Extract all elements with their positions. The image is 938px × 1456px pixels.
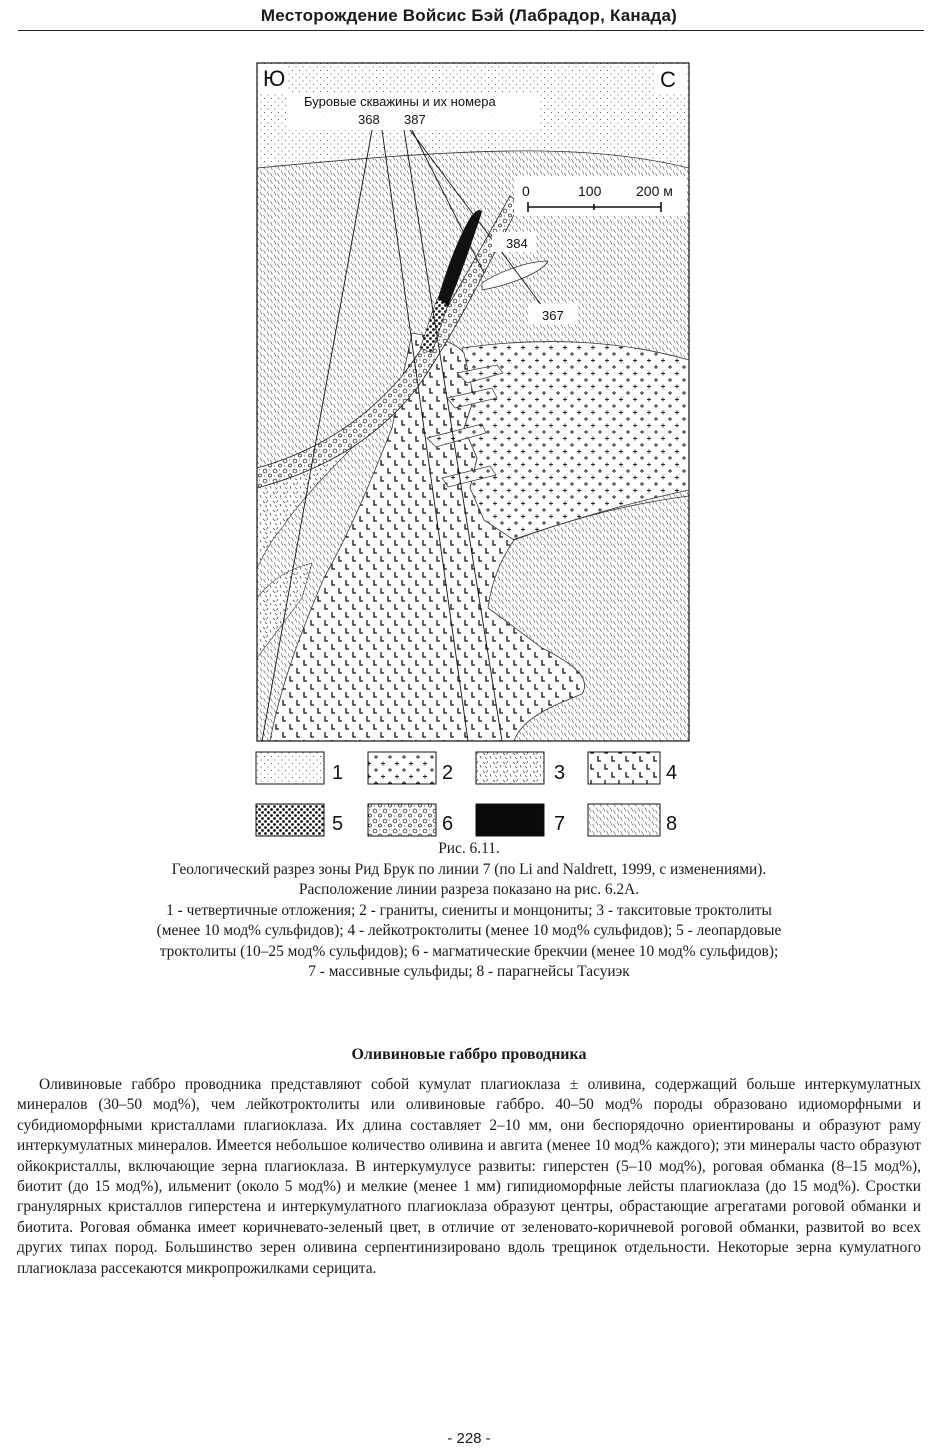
svg-text:100: 100 xyxy=(578,183,602,199)
section-title: Оливиновые габбро проводника xyxy=(351,1046,587,1063)
legend-item-8 xyxy=(588,804,677,836)
geological-section-figure xyxy=(252,58,692,848)
running-title: Месторождение Войсис Бэй (Лабрадор, Канада) xyxy=(260,6,678,25)
borehole-368: 368 xyxy=(358,112,380,127)
svg-text:2: 2 xyxy=(442,762,454,784)
legend-item-2 xyxy=(368,752,453,784)
caption-line-4: (менее 10 мод% сульфидов); 4 - лейкотроктолиты (менее 10 мод% сульфидов); 5 - леопардовые xyxy=(156,922,782,939)
caption-line-1: Геологический разрез зоны Рид Брук по линии 7 (по Li and Naldrett, 1999, с изменениями). xyxy=(171,860,767,878)
north-label: С xyxy=(660,67,676,92)
svg-text:5: 5 xyxy=(332,813,344,835)
legend-item-4 xyxy=(588,752,677,784)
boreholes-label: Буровые скважины и их номера xyxy=(304,94,496,109)
section-paragraph: Оливиновые габбро проводника представляют собой кумулат плагиоклаза ± оливина, содержащий больше интеркумулатных минералов (30–50 мод%), чем лейкотроктолиты или оливиновые габбро. 40–50 мод% породы образовано идиоморфными и субидиоморфными кристаллами плагиоклаза. Их длина составляет 2–10 мм, они беспорядочно ориентированы и образуют раму интеркумулатных минералов. Имеется небольшое количество оливина и авгита (менее 10 мод% каждого); эти минералы часто образуют ойкокристаллы, включающие зерна плагиоклаза. В интеркумулусе развиты: гиперстен (5–10 мод%), роговая обманка (8–15 мод%), биотит (до 15 мод%), ильменит (около 5 мод%) и мелкие (менее 1 мм) гипидиоморфные лейсты плагиоклаза (до 15 мод%). Сростки гранулярных кристаллов гиперстена и интеркумулатного плагиоклаза образуют центры, обрастающие агрегатами роговой обманки и биотита. Роговая обманка имеет коричневато-зеленый цвет, в отличие от зеленовато-коричневой роговой обманки, развитой во всех других типах пород. Большинство зерен оливина серпентинизировано вдоль трещинок отдельности. Некоторые зерна кумулатного плагиоклаза рассекаются микропрожилками серицита. xyxy=(17,1076,921,1277)
caption-label: Рис. 6.11. xyxy=(438,840,500,857)
legend-item-1 xyxy=(256,752,343,784)
caption-line-5: троктолиты (10–25 мод% сульфидов); 6 - магматические брекчии (менее 10 мод% сульфидов); xyxy=(159,942,779,960)
caption-line-3: 1 - четвертичные отложения; 2 - граниты, сиениты и монцониты; 3 - такситовые троктолиты xyxy=(166,901,772,919)
legend-item-5 xyxy=(256,804,343,836)
borehole-387: 387 xyxy=(404,112,426,127)
figure-caption xyxy=(30,839,908,983)
legend-item-3 xyxy=(476,752,565,784)
svg-text:200 м: 200 м xyxy=(636,183,673,199)
legend xyxy=(256,752,677,836)
svg-text:6: 6 xyxy=(442,813,454,835)
header-rule xyxy=(18,30,924,31)
page-number: - 228 - xyxy=(447,1430,491,1447)
legend-item-6 xyxy=(368,804,453,836)
borehole-367: 367 xyxy=(542,308,564,323)
borehole-384: 384 xyxy=(506,236,528,251)
svg-text:1: 1 xyxy=(332,762,344,784)
south-label: Ю xyxy=(263,66,286,91)
svg-text:3: 3 xyxy=(554,762,566,784)
svg-text:8: 8 xyxy=(666,813,678,835)
caption-line-2: Расположение линии разреза показано на рис. 6.2А. xyxy=(298,881,640,898)
legend-item-7 xyxy=(476,804,565,836)
svg-text:7: 7 xyxy=(554,813,566,835)
svg-text:0: 0 xyxy=(522,183,530,199)
caption-line-6: 7 - массивные сульфиды; 8 - парагнейсы Тасуиэк xyxy=(308,963,630,980)
svg-text:4: 4 xyxy=(666,762,678,784)
